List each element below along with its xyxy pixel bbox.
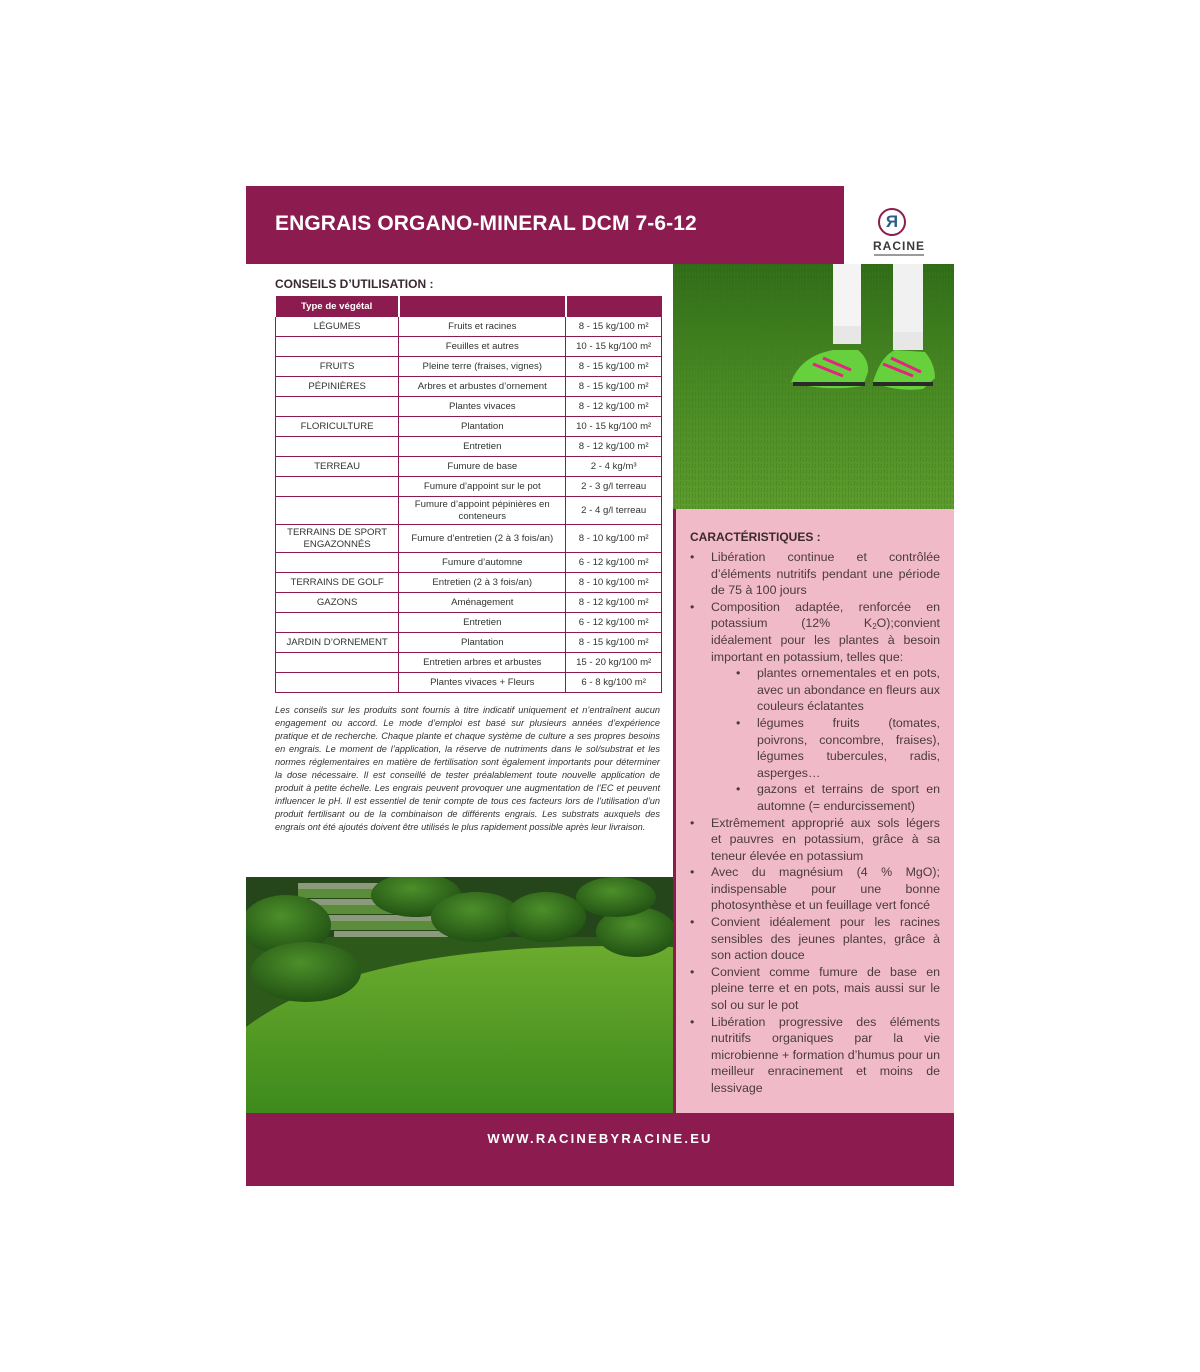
disclaimer-text: Les conseils sur les produits sont fournis à titre indicatif uniquement et n’entraînent aucun engagement ou accord. Le mode d’emploi est basé sur plusieurs années d’expérience pratique et de recherche. Chaque plante et chaque système de culture a ses propres besoins en engrais. Le moment de l’application, la réserve de nutriments dans le sol/substrat et les normes réglementaires en matière de fertilisation sont également importants pour déterminer la dose nécessaire. Il est conseillé de tester préalablement toute nouvelle application de produit à petite échelle. Les engrais peuvent provoquer une augmentation de l’EC et peuvent influencer le pH. Il est essentiel de tenir compte de tous ces facteurs lors de l’utilisation d’un produit fertilisant ou de la combinaison de différents engrais. Les substrats auxquels des engrais ont été ajoutés doivent être utilisés le plus rapidement possible après leur livraison. <box>275 705 660 832</box>
cell-type <box>276 673 399 693</box>
list-item-text: Libération progressive des éléments nutritifs organiques par la vie microbienne + formation d’humus pour un meilleur enracinement et moins de lessivage <box>711 1014 941 1095</box>
table-row <box>276 497 662 525</box>
table-row <box>276 593 662 613</box>
column-header-usage <box>399 296 566 317</box>
cell-usage: Plantes vivaces <box>399 397 566 417</box>
cell-usage: Fruits et racines <box>399 317 566 337</box>
football-lawn-illustration <box>673 264 954 509</box>
cell-usage: Plantes vivaces + Fleurs <box>399 673 566 693</box>
cell-type: TERRAINS DE GOLF <box>276 573 399 593</box>
list-item <box>690 549 940 599</box>
table-row <box>276 457 662 477</box>
cell-dose: 6 - 8 kg/100 m² <box>566 673 662 693</box>
table-row <box>276 633 662 653</box>
football-lawn-photo <box>673 264 954 509</box>
cell-type: TERREAU <box>276 457 399 477</box>
list-item <box>690 1014 940 1097</box>
cell-dose: 15 - 20 kg/100 m² <box>566 653 662 673</box>
conseils-title: CONSEILS D’UTILISATION : <box>275 277 434 291</box>
list-item <box>690 864 940 914</box>
caracteristiques-panel <box>673 509 954 1113</box>
cell-usage: Pleine terre (fraises, vignes) <box>399 357 566 377</box>
cell-usage: Fumure d’appoint pépinières en conteneurs <box>399 497 566 525</box>
table-row <box>276 337 662 357</box>
cell-type <box>276 653 399 673</box>
cell-type <box>276 553 399 573</box>
racine-logo <box>844 186 954 264</box>
cell-type: GAZONS <box>276 593 399 613</box>
cell-dose: 6 - 12 kg/100 m² <box>566 613 662 633</box>
cell-usage: Arbres et arbustes d’ornement <box>399 377 566 397</box>
cell-dose: 2 - 4 g/l terreau <box>566 497 662 525</box>
column-header-type: Type de végétal <box>276 296 399 317</box>
website-link[interactable]: WWW.RACINEBYRACINE.EU <box>487 1131 713 1146</box>
cell-dose: 8 - 10 kg/100 m² <box>566 573 662 593</box>
cell-type: LÉGUMES <box>276 317 399 337</box>
logo-tagline-bar <box>874 254 924 256</box>
cell-usage: Fumure d’appoint sur le pot <box>399 477 566 497</box>
logo-text: RACINE <box>872 239 925 253</box>
page-title: ENGRAIS ORGANO-MINERAL DCM 7-6-12 <box>275 212 697 235</box>
cell-dose: 8 - 12 kg/100 m² <box>566 593 662 613</box>
cell-usage: Entretien <box>399 613 566 633</box>
table-row <box>276 553 662 573</box>
cell-type <box>276 477 399 497</box>
list-item-text: O);convient idéalement pour les plantes à besoin important en potassium, telles que: <box>711 616 940 664</box>
sublist <box>711 665 940 814</box>
footer-bar <box>246 1113 954 1186</box>
table-row <box>276 437 662 457</box>
list-item <box>690 964 940 1014</box>
cell-type <box>276 497 399 525</box>
caracteristiques-list <box>690 549 940 1097</box>
column-header-dose <box>566 296 662 317</box>
cell-usage: Entretien <box>399 437 566 457</box>
table-row <box>276 673 662 693</box>
cell-type <box>276 437 399 457</box>
list-item-text: Avec du magnésium (4 % MgO); indispensable pour une bonne photosynthèse et un feuillage vert foncé <box>711 865 940 913</box>
table-row <box>276 417 662 437</box>
cell-dose: 8 - 15 kg/100 m² <box>566 317 662 337</box>
caracteristiques-title: CARACTÉRISTIQUES : <box>690 530 821 544</box>
garden-stairs-photo <box>246 877 673 1113</box>
garden-illustration <box>246 877 673 1113</box>
cell-usage: Feuilles et autres <box>399 337 566 357</box>
cell-type: FRUITS <box>276 357 399 377</box>
logo-mark-icon: Я <box>878 208 906 236</box>
list-item <box>690 599 940 815</box>
cell-dose: 2 - 3 g/l terreau <box>566 477 662 497</box>
product-sheet <box>246 186 954 1186</box>
cell-usage: Entretien (2 à 3 fois/an) <box>399 573 566 593</box>
table-row <box>276 477 662 497</box>
cell-dose: 6 - 12 kg/100 m² <box>566 553 662 573</box>
cell-type: PÉPINIÈRES <box>276 377 399 397</box>
cell-usage: Plantation <box>399 417 566 437</box>
sublist-item: • plantes ornementales et en pots, avec un abondance en fleurs aux couleurs éclatantes <box>711 665 940 715</box>
subscript: 2 <box>872 622 877 632</box>
cell-usage: Aménagement <box>399 593 566 613</box>
table-row <box>276 377 662 397</box>
table-row <box>276 397 662 417</box>
cell-type <box>276 613 399 633</box>
conseils-section <box>246 264 673 877</box>
cell-dose: 2 - 4 kg/m³ <box>566 457 662 477</box>
cell-usage: Fumure d’entretien (2 à 3 fois/an) <box>399 525 566 553</box>
cell-type: TERRAINS DE SPORT ENGAZONNÉS <box>276 525 399 553</box>
cell-dose: 10 - 15 kg/100 m² <box>566 417 662 437</box>
table-row <box>276 357 662 377</box>
list-item-text: Convient comme fumure de base en pleine terre et en pots, mais aussi sur le sol ou sur le pot <box>711 964 940 1013</box>
table-row <box>276 525 662 553</box>
table-row <box>276 613 662 633</box>
cell-type <box>276 397 399 417</box>
cell-dose: 8 - 12 kg/100 m² <box>566 437 662 457</box>
list-item-text: Composition adaptée, renforcée en potassium (12% K <box>711 599 940 631</box>
cell-dose: 8 - 15 kg/100 m² <box>566 377 662 397</box>
cell-dose: 8 - 12 kg/100 m² <box>566 397 662 417</box>
list-item <box>690 914 940 964</box>
list-item <box>690 815 940 865</box>
list-item-text: Extrêmement approprié aux sols légers et pauvres en potassium, grâce à sa teneur élevée en potassium <box>711 815 940 863</box>
cell-dose: 8 - 10 kg/100 m² <box>566 525 662 553</box>
list-item-text: Convient idéalement pour les racines sensibles des jeunes plantes, grâce à son action douce <box>711 915 940 963</box>
dosage-table-body <box>276 317 662 693</box>
header-bar <box>246 186 844 264</box>
table-row <box>276 573 662 593</box>
list-item-text: Libération continue et contrôlée d’éléments nutritifs pendant une période de 75 à 100 jours <box>711 550 940 598</box>
table-header-row <box>276 296 662 317</box>
cell-usage: Plantation <box>399 633 566 653</box>
table-row <box>276 317 662 337</box>
cell-type: FLORICULTURE <box>276 417 399 437</box>
cell-usage: Fumure de base <box>399 457 566 477</box>
dosage-table <box>275 296 662 693</box>
cell-type: JARDIN D’ORNEMENT <box>276 633 399 653</box>
cell-dose: 10 - 15 kg/100 m² <box>566 337 662 357</box>
cell-dose: 8 - 15 kg/100 m² <box>566 357 662 377</box>
cell-dose: 8 - 15 kg/100 m² <box>566 633 662 653</box>
cell-usage: Fumure d’automne <box>399 553 566 573</box>
table-row <box>276 653 662 673</box>
sublist-item: • légumes fruits (tomates, poivrons, concombre, fraises), légumes tubercules, radis, asperges… <box>711 715 940 781</box>
cell-usage: Entretien arbres et arbustes <box>399 653 566 673</box>
sublist-item: • gazons et terrains de sport en automne (= endurcissement) <box>711 781 940 814</box>
cell-type <box>276 337 399 357</box>
